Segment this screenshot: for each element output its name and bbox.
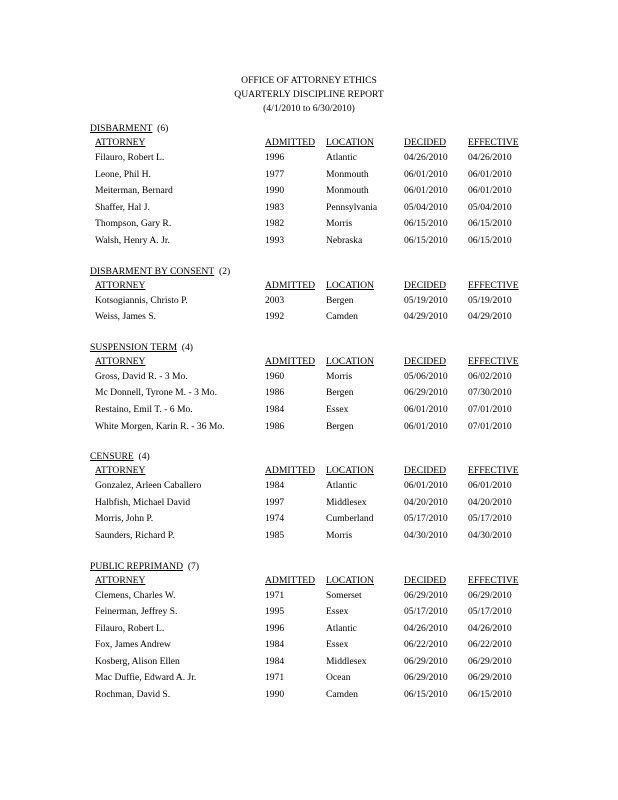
report-period: (4/1/2010 to 6/30/2010) [263, 103, 355, 114]
cell-attorney: Thompson, Gary R. [95, 218, 172, 230]
column-header-row [90, 279, 530, 293]
table-row [90, 654, 530, 671]
cell-effective: 04/29/2010 [468, 311, 512, 323]
table-row [90, 309, 530, 326]
cell-attorney: Walsh, Henry A. Jr. [95, 234, 170, 246]
column-header-location: LOCATION [326, 465, 374, 477]
column-header-decided: DECIDED [404, 137, 447, 148]
cell-effective: 05/19/2010 [468, 294, 512, 306]
table-row [90, 183, 530, 200]
cell-decided: 06/15/2010 [404, 234, 448, 246]
cell-decided: 04/20/2010 [404, 496, 448, 508]
cell-location: Bergen [326, 294, 354, 306]
section-disbarment [90, 122, 530, 250]
cell-admitted: 1985 [265, 529, 285, 541]
cell-location: Middlesex [326, 496, 367, 508]
cell-attorney: Morris, John P. [95, 513, 154, 525]
section-title-text: SUSPENSION TERM [90, 341, 177, 353]
column-header-effective: EFFECTIVE [468, 465, 519, 477]
cell-attorney: Restaino, Emil T. - 6 Mo. [95, 403, 193, 415]
column-header-decided: DECIDED [404, 279, 447, 291]
cell-decided: 06/29/2010 [404, 672, 448, 684]
cell-admitted: 1990 [265, 185, 285, 197]
table-row [90, 604, 530, 621]
cell-decided: 04/26/2010 [404, 152, 448, 163]
cell-location: Camden [326, 311, 358, 323]
cell-admitted: 1984 [265, 480, 285, 492]
section-title-text: PUBLIC REPRIMAND [90, 560, 184, 572]
column-header-location: LOCATION [326, 279, 374, 291]
cell-decided: 06/01/2010 [404, 185, 448, 197]
section-count: (6) [157, 123, 169, 134]
section-count: (7) [187, 560, 200, 572]
table-row [90, 528, 530, 545]
column-header-row [90, 574, 530, 588]
cell-attorney: Gonzalez, Arleen Caballero [95, 480, 202, 492]
cell-admitted: 1996 [265, 622, 285, 634]
cell-location: Somerset [326, 589, 362, 601]
column-header-attorney: ATTORNEY [95, 574, 146, 586]
cell-attorney: Kotsogiannis, Christo P. [95, 294, 188, 306]
cell-effective: 06/29/2010 [468, 655, 512, 667]
cell-admitted: 1995 [265, 606, 285, 618]
column-header-decided: DECIDED [404, 355, 447, 367]
cell-admitted: 2003 [265, 294, 285, 306]
cell-admitted: 1960 [265, 370, 285, 382]
cell-attorney: Rochman, David S. [95, 689, 171, 701]
report-body [90, 122, 530, 719]
cell-location: Essex [326, 606, 349, 618]
table-row [90, 687, 530, 704]
cell-location: Morris [326, 370, 353, 382]
cell-location: Nebraska [326, 234, 363, 246]
cell-attorney: Clemens, Charles W. [95, 589, 176, 601]
cell-admitted: 1984 [265, 655, 285, 667]
cell-attorney: Mac Duffie, Edward A. Jr. [95, 672, 197, 684]
column-header-attorney: ATTORNEY [95, 279, 146, 291]
cell-attorney: Shaffer, Hal J. [95, 201, 150, 213]
cell-location: Morris [326, 218, 353, 230]
cell-decided: 05/17/2010 [404, 606, 448, 618]
cell-admitted: 1971 [265, 589, 285, 601]
cell-attorney: Mc Donnell, Tyrone M. - 3 Mo. [95, 387, 217, 399]
cell-location: Camden [326, 689, 358, 701]
table-row [90, 588, 530, 605]
table-row [90, 637, 530, 654]
column-header-decided: DECIDED [404, 574, 447, 586]
cell-location: Bergen [326, 387, 354, 399]
cell-decided: 06/29/2010 [404, 387, 448, 399]
cell-admitted: 1983 [265, 201, 285, 213]
cell-attorney: Weiss, James S. [95, 311, 157, 323]
section-public-reprimand [90, 560, 530, 704]
cell-decided: 05/04/2010 [404, 201, 448, 213]
cell-attorney: Leone, Phil H. [95, 168, 151, 180]
cell-attorney: Filauro, Robert L. [95, 152, 165, 163]
column-header-attorney: ATTORNEY [95, 465, 146, 477]
column-header-admitted: ADMITTED [265, 279, 316, 291]
cell-decided: 06/01/2010 [404, 420, 448, 432]
cell-effective: 06/02/2010 [468, 370, 512, 382]
cell-effective: 06/15/2010 [468, 218, 512, 230]
section-title [90, 341, 530, 355]
table-row [90, 621, 530, 638]
table-row [90, 495, 530, 512]
cell-effective: 07/01/2010 [468, 420, 512, 432]
cell-admitted: 1996 [265, 152, 285, 163]
table-row [90, 511, 530, 528]
cell-effective: 04/20/2010 [468, 496, 512, 508]
column-header-decided: DECIDED [404, 465, 447, 477]
cell-effective: 06/29/2010 [468, 672, 512, 684]
cell-decided: 06/29/2010 [404, 655, 448, 667]
column-header-effective: EFFECTIVE [468, 355, 519, 367]
cell-decided: 06/01/2010 [404, 168, 448, 180]
cell-decided: 05/17/2010 [404, 513, 448, 525]
cell-location: Middlesex [326, 655, 367, 667]
cell-admitted: 1984 [265, 403, 285, 415]
table-row [90, 478, 530, 495]
cell-decided: 05/19/2010 [404, 294, 448, 306]
column-header-location: LOCATION [326, 355, 374, 367]
cell-admitted: 1990 [265, 689, 285, 701]
cell-location: Bergen [326, 420, 354, 432]
cell-attorney: Gross, David R. - 3 Mo. [95, 370, 188, 382]
cell-effective: 04/26/2010 [468, 152, 512, 163]
section-disbarment-by-consent [90, 265, 530, 326]
cell-attorney: Saunders, Richard P. [95, 529, 175, 541]
table-row [90, 369, 530, 386]
cell-decided: 06/29/2010 [404, 589, 448, 601]
cell-effective: 05/04/2010 [468, 201, 512, 213]
column-header-admitted: ADMITTED [265, 465, 316, 477]
cell-admitted: 1997 [265, 496, 285, 508]
report-title: QUARTERLY DISCIPLINE REPORT [234, 89, 384, 100]
cell-location: Atlantic [326, 152, 357, 163]
column-header-location: LOCATION [326, 574, 374, 586]
cell-effective: 06/29/2010 [468, 589, 512, 601]
cell-decided: 04/30/2010 [404, 529, 448, 541]
column-header-effective: EFFECTIVE [468, 279, 519, 291]
cell-admitted: 1993 [265, 234, 285, 246]
table-row [90, 233, 530, 250]
cell-attorney: Halbfish, Michael David [95, 496, 191, 508]
column-header-admitted: ADMITTED [265, 355, 316, 367]
cell-location: Monmouth [326, 185, 369, 197]
column-header-row [90, 355, 530, 369]
section-count: (4) [181, 341, 193, 353]
cell-admitted: 1984 [265, 639, 285, 651]
cell-admitted: 1974 [265, 513, 285, 525]
column-header-effective: EFFECTIVE [468, 137, 519, 148]
column-header-location: LOCATION [326, 137, 374, 148]
cell-decided: 05/06/2010 [404, 370, 448, 382]
column-header-row [90, 136, 530, 150]
cell-location: Cumberland [326, 513, 374, 525]
cell-attorney: Kosberg, Alison Ellen [95, 655, 180, 667]
cell-admitted: 1977 [265, 168, 285, 180]
table-row [90, 402, 530, 419]
cell-admitted: 1992 [265, 311, 285, 323]
cell-decided: 04/26/2010 [404, 622, 448, 634]
cell-decided: 04/29/2010 [404, 311, 448, 323]
section-title-text: CENSURE [90, 451, 134, 463]
cell-decided: 06/15/2010 [404, 689, 448, 701]
table-row [90, 419, 530, 436]
cell-decided: 06/01/2010 [404, 480, 448, 492]
cell-effective: 05/17/2010 [468, 606, 512, 618]
cell-effective: 06/01/2010 [468, 480, 512, 492]
table-row [90, 293, 530, 310]
section-title [90, 450, 530, 464]
section-count: (2) [219, 265, 231, 277]
section-title [90, 560, 530, 574]
cell-location: Atlantic [326, 480, 357, 492]
section-title [90, 122, 530, 136]
cell-location: Essex [326, 639, 349, 651]
section-count: (4) [138, 451, 150, 463]
column-header-attorney: ATTORNEY [95, 355, 146, 367]
cell-effective: 06/01/2010 [468, 168, 512, 180]
cell-admitted: 1982 [265, 218, 285, 230]
cell-attorney: White Morgen, Karin R. - 36 Mo. [95, 420, 225, 432]
section-suspension-term [90, 341, 530, 435]
column-header-admitted: ADMITTED [265, 574, 316, 586]
cell-decided: 06/01/2010 [404, 403, 448, 415]
cell-attorney: Filauro, Robert L. [95, 622, 165, 634]
section-title [90, 265, 530, 279]
cell-location: Essex [326, 403, 349, 415]
cell-decided: 06/22/2010 [404, 639, 448, 651]
report-header [0, 74, 618, 116]
cell-decided: 06/15/2010 [404, 218, 448, 230]
cell-location: Morris [326, 529, 353, 541]
section-title-text: DISBARMENT [90, 123, 153, 134]
office-title: OFFICE OF ATTORNEY ETHICS [241, 75, 377, 86]
table-row [90, 216, 530, 233]
cell-admitted: 1986 [265, 387, 285, 399]
table-row [90, 150, 530, 167]
cell-effective: 04/26/2010 [468, 622, 512, 634]
cell-effective: 06/22/2010 [468, 639, 512, 651]
table-row [90, 167, 530, 184]
cell-effective: 06/15/2010 [468, 234, 512, 246]
column-header-attorney: ATTORNEY [95, 137, 146, 148]
cell-effective: 05/17/2010 [468, 513, 512, 525]
table-row [90, 385, 530, 402]
cell-effective: 04/30/2010 [468, 529, 512, 541]
cell-attorney: Feinerman, Jeffrey S. [95, 606, 178, 618]
cell-attorney: Meiterman, Bernard [95, 185, 173, 197]
cell-location: Atlantic [326, 622, 357, 634]
table-row [90, 670, 530, 687]
column-header-effective: EFFECTIVE [468, 574, 519, 586]
section-title-text: DISBARMENT BY CONSENT [90, 265, 215, 277]
cell-effective: 07/30/2010 [468, 387, 512, 399]
cell-effective: 07/01/2010 [468, 403, 512, 415]
cell-location: Ocean [326, 672, 351, 684]
cell-admitted: 1971 [265, 672, 285, 684]
cell-location: Pennsylvania [326, 201, 378, 213]
cell-effective: 06/15/2010 [468, 689, 512, 701]
cell-attorney: Fox, James Andrew [95, 639, 171, 651]
cell-location: Monmouth [326, 168, 369, 180]
table-row [90, 200, 530, 217]
cell-admitted: 1986 [265, 420, 285, 432]
cell-effective: 06/01/2010 [468, 185, 512, 197]
column-header-admitted: ADMITTED [265, 137, 316, 148]
column-header-row [90, 464, 530, 478]
section-censure [90, 450, 530, 544]
